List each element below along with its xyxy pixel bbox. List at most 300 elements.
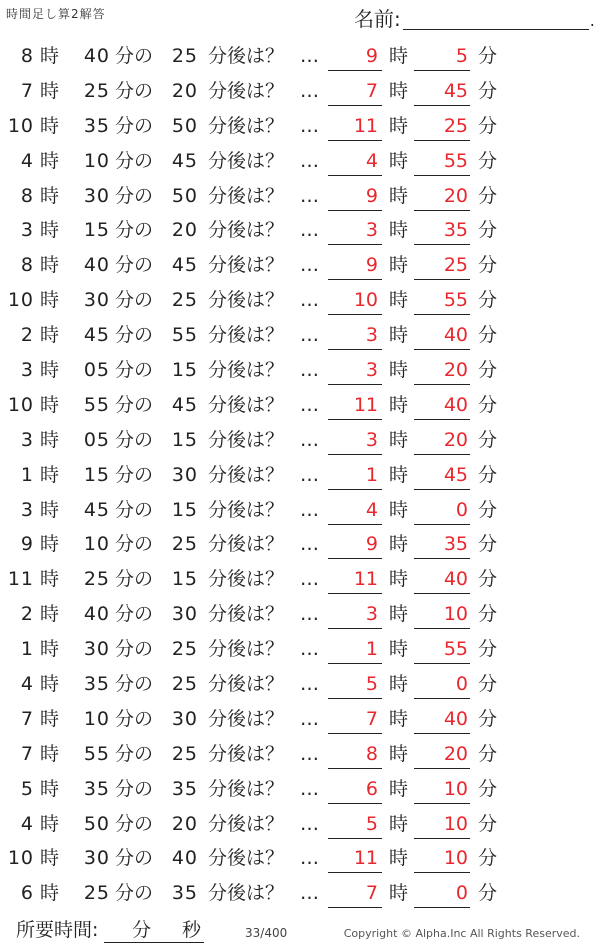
hour-unit: 時: [40, 707, 60, 730]
start-minute: 40: [83, 254, 110, 277]
answer-hour[interactable]: 7: [328, 882, 382, 908]
minutes-after-label: 分後は？: [208, 359, 285, 382]
sheet-title: 時間足し算2解答: [6, 7, 106, 21]
ellipsis: …: [300, 707, 319, 730]
answer-minute-unit: 分: [478, 882, 498, 905]
added-minutes: 20: [171, 79, 198, 102]
answer-hour-unit: 時: [389, 498, 409, 521]
answer-minute-unit: 分: [478, 219, 498, 242]
answer-minute-unit: 分: [478, 289, 498, 312]
answer-hour[interactable]: 11: [328, 847, 382, 873]
problem-row: [0, 632, 600, 667]
added-minutes: 25: [171, 289, 198, 312]
start-hour: 10: [7, 289, 34, 312]
answer-minute[interactable]: 45: [414, 464, 470, 490]
hour-unit: 時: [40, 812, 60, 835]
minute-of-unit: 分の: [115, 254, 154, 277]
answer-hour[interactable]: 4: [328, 150, 382, 176]
answer-hour[interactable]: 3: [328, 359, 382, 385]
hour-unit: 時: [40, 673, 60, 696]
hour-unit: 時: [40, 45, 60, 67]
answer-hour-unit: 時: [389, 184, 409, 207]
start-minute: 35: [83, 114, 110, 137]
hour-unit: 時: [40, 393, 60, 416]
answer-hour[interactable]: 3: [328, 219, 382, 245]
hour-unit: 時: [40, 114, 60, 137]
hour-unit: 時: [40, 882, 60, 905]
answer-hour[interactable]: 9: [328, 45, 382, 71]
answer-minute-unit: 分: [478, 463, 498, 486]
copyright: Copyright © Alpha.Inc All Rights Reserved.: [343, 927, 580, 940]
answer-hour-unit: 時: [389, 847, 409, 870]
minutes-after-label: 分後は？: [208, 777, 285, 800]
answer-hour[interactable]: 11: [328, 115, 382, 141]
answer-hour[interactable]: 3: [328, 603, 382, 629]
ellipsis: …: [300, 882, 319, 905]
minute-of-unit: 分の: [115, 184, 154, 207]
hour-unit: 時: [40, 184, 60, 207]
minutes-after-label: 分後は？: [208, 603, 285, 626]
ellipsis: …: [300, 45, 319, 67]
minute-of-unit: 分の: [115, 45, 154, 67]
problem-row: [0, 423, 600, 458]
added-minutes: 45: [171, 393, 198, 416]
problem-row: [0, 562, 600, 597]
answer-hour[interactable]: 7: [328, 80, 382, 106]
ellipsis: …: [300, 847, 319, 870]
ellipsis: …: [300, 463, 319, 486]
problem-row: [0, 388, 600, 423]
problem-row: [0, 248, 600, 283]
answer-minute-unit: 分: [478, 393, 498, 416]
start-minute: 35: [83, 777, 110, 800]
start-hour: 7: [20, 707, 34, 730]
added-minutes: 15: [171, 359, 198, 382]
start-minute: 55: [83, 742, 110, 765]
problem-row: [0, 283, 600, 318]
minute-of-unit: 分の: [115, 777, 154, 800]
start-hour: 4: [20, 673, 34, 696]
added-minutes: 20: [171, 219, 198, 242]
minutes-after-label: 分後は？: [208, 114, 285, 137]
minute-of-unit: 分の: [115, 673, 154, 696]
start-minute: 10: [83, 707, 110, 730]
minute-of-unit: 分の: [115, 533, 154, 556]
added-minutes: 45: [171, 149, 198, 172]
answer-hour[interactable]: 3: [328, 324, 382, 350]
problem-row: [0, 353, 600, 388]
required-second-label: 秒: [182, 919, 202, 941]
answer-minute[interactable]: 10: [414, 778, 470, 804]
start-hour: 2: [20, 603, 34, 626]
ellipsis: …: [300, 428, 319, 451]
start-minute: 35: [83, 673, 110, 696]
answer-minute[interactable]: 0: [414, 499, 470, 525]
minutes-after-label: 分後は？: [208, 254, 285, 277]
problem-row: [0, 39, 600, 74]
added-minutes: 25: [171, 638, 198, 661]
answer-hour-unit: 時: [389, 428, 409, 451]
required-minute-label: 分: [132, 919, 152, 941]
minutes-after-label: 分後は？: [208, 498, 285, 521]
hour-unit: 時: [40, 603, 60, 626]
answer-hour-unit: 時: [389, 882, 409, 905]
answer-hour-unit: 時: [389, 742, 409, 765]
start-minute: 40: [83, 45, 110, 67]
problem-row: [0, 213, 600, 248]
answer-hour[interactable]: 11: [328, 394, 382, 420]
minute-of-unit: 分の: [115, 707, 154, 730]
added-minutes: 45: [171, 254, 198, 277]
problem-row: [0, 318, 600, 353]
answer-minute[interactable]: 20: [414, 185, 470, 211]
problem-row: [0, 702, 600, 737]
start-hour: 9: [20, 533, 34, 556]
start-minute: 40: [83, 603, 110, 626]
answer-minute[interactable]: 10: [414, 813, 470, 839]
answer-minute-unit: 分: [478, 777, 498, 800]
minutes-after-label: 分後は？: [208, 324, 285, 347]
problem-row: [0, 737, 600, 772]
answer-hour[interactable]: 10: [328, 289, 382, 315]
answer-hour[interactable]: 9: [328, 254, 382, 280]
ellipsis: …: [300, 219, 319, 242]
answer-minute[interactable]: 55: [414, 638, 470, 664]
minutes-after-label: 分後は？: [208, 673, 285, 696]
start-hour: 10: [7, 114, 34, 137]
hour-unit: 時: [40, 638, 60, 661]
minute-of-unit: 分の: [115, 393, 154, 416]
start-hour: 8: [20, 254, 34, 277]
start-minute: 50: [83, 812, 110, 835]
start-minute: 05: [83, 359, 110, 382]
answer-minute[interactable]: 55: [414, 289, 470, 315]
hour-unit: 時: [40, 847, 60, 870]
start-hour: 3: [20, 428, 34, 451]
start-hour: 3: [20, 498, 34, 521]
required-time-label: 所要時間:: [16, 919, 99, 941]
answer-minute-unit: 分: [478, 114, 498, 137]
start-minute: 25: [83, 568, 110, 591]
start-minute: 25: [83, 79, 110, 102]
answer-hour-unit: 時: [389, 638, 409, 661]
answer-minute[interactable]: 20: [414, 359, 470, 385]
ellipsis: …: [300, 324, 319, 347]
answer-hour[interactable]: 5: [328, 813, 382, 839]
answer-minute-unit: 分: [478, 812, 498, 835]
answer-minute[interactable]: 35: [414, 219, 470, 245]
answer-minute[interactable]: 40: [414, 568, 470, 594]
start-hour: 5: [20, 777, 34, 800]
minute-of-unit: 分の: [115, 638, 154, 661]
minutes-after-label: 分後は？: [208, 568, 285, 591]
start-hour: 3: [20, 219, 34, 242]
minutes-after-label: 分後は？: [208, 812, 285, 835]
ellipsis: …: [300, 603, 319, 626]
hour-unit: 時: [40, 428, 60, 451]
minutes-after-label: 分後は？: [208, 45, 285, 67]
answer-hour-unit: 時: [389, 603, 409, 626]
minute-of-unit: 分の: [115, 114, 154, 137]
minutes-after-label: 分後は？: [208, 882, 285, 905]
answer-hour-unit: 時: [389, 149, 409, 172]
minute-of-unit: 分の: [115, 498, 154, 521]
answer-hour-unit: 時: [389, 568, 409, 591]
answer-hour-unit: 時: [389, 254, 409, 277]
answer-minute-unit: 分: [478, 707, 498, 730]
problem-row: [0, 807, 600, 842]
answer-hour-unit: 時: [389, 219, 409, 242]
start-minute: 55: [83, 393, 110, 416]
answer-minute-unit: 分: [478, 603, 498, 626]
answer-minute[interactable]: 35: [414, 533, 470, 559]
added-minutes: 30: [171, 603, 198, 626]
added-minutes: 15: [171, 498, 198, 521]
footer: [0, 918, 600, 948]
answer-minute[interactable]: 0: [414, 673, 470, 699]
hour-unit: 時: [40, 568, 60, 591]
minutes-after-label: 分後は？: [208, 742, 285, 765]
ellipsis: …: [300, 673, 319, 696]
problem-row: [0, 527, 600, 562]
answer-hour[interactable]: 9: [328, 185, 382, 211]
answer-hour[interactable]: 1: [328, 638, 382, 664]
answer-minute[interactable]: 40: [414, 708, 470, 734]
added-minutes: 25: [171, 742, 198, 765]
answer-hour-unit: 時: [389, 533, 409, 556]
ellipsis: …: [300, 254, 319, 277]
answer-hour[interactable]: 11: [328, 568, 382, 594]
answer-minute[interactable]: 10: [414, 847, 470, 873]
start-hour: 8: [20, 45, 34, 67]
answer-hour[interactable]: 5: [328, 673, 382, 699]
answer-minute-unit: 分: [478, 742, 498, 765]
hour-unit: 時: [40, 463, 60, 486]
answer-minute[interactable]: 55: [414, 150, 470, 176]
start-hour: 1: [20, 463, 34, 486]
minute-of-unit: 分の: [115, 463, 154, 486]
answer-hour-unit: 時: [389, 463, 409, 486]
start-minute: 05: [83, 428, 110, 451]
answer-minute-unit: 分: [478, 498, 498, 521]
minutes-after-label: 分後は？: [208, 638, 285, 661]
ellipsis: …: [300, 533, 319, 556]
ellipsis: …: [300, 184, 319, 207]
page-number: 33/400: [245, 926, 288, 940]
hour-unit: 時: [40, 289, 60, 312]
problem-row: [0, 144, 600, 179]
answer-minute[interactable]: 0: [414, 882, 470, 908]
ellipsis: …: [300, 114, 319, 137]
problem-row: [0, 458, 600, 493]
answer-minute-unit: 分: [478, 359, 498, 382]
name-label: 名前:: [354, 7, 401, 31]
answer-hour-unit: 時: [389, 289, 409, 312]
answer-hour[interactable]: 3: [328, 429, 382, 455]
minutes-after-label: 分後は？: [208, 707, 285, 730]
answer-minute-unit: 分: [478, 184, 498, 207]
answer-minute[interactable]: 10: [414, 603, 470, 629]
answer-hour[interactable]: 4: [328, 499, 382, 525]
added-minutes: 55: [171, 324, 198, 347]
answer-minute-unit: 分: [478, 45, 498, 67]
answer-minute-unit: 分: [478, 254, 498, 277]
start-minute: 45: [83, 498, 110, 521]
problem-row: [0, 74, 600, 109]
hour-unit: 時: [40, 79, 60, 102]
added-minutes: 50: [171, 184, 198, 207]
minutes-after-label: 分後は？: [208, 533, 285, 556]
start-minute: 30: [83, 289, 110, 312]
start-hour: 10: [7, 393, 34, 416]
minute-of-unit: 分の: [115, 359, 154, 382]
minute-of-unit: 分の: [115, 289, 154, 312]
answer-minute[interactable]: 40: [414, 394, 470, 420]
ellipsis: …: [300, 638, 319, 661]
minutes-after-label: 分後は？: [208, 219, 285, 242]
minute-of-unit: 分の: [115, 812, 154, 835]
added-minutes: 30: [171, 707, 198, 730]
start-hour: 3: [20, 359, 34, 382]
added-minutes: 25: [171, 533, 198, 556]
minute-of-unit: 分の: [115, 79, 154, 102]
start-hour: 8: [20, 184, 34, 207]
answer-minute-unit: 分: [478, 673, 498, 696]
ellipsis: …: [300, 777, 319, 800]
hour-unit: 時: [40, 219, 60, 242]
answer-minute-unit: 分: [478, 533, 498, 556]
added-minutes: 35: [171, 882, 198, 905]
answer-minute[interactable]: 20: [414, 429, 470, 455]
ellipsis: …: [300, 393, 319, 416]
name-field-line[interactable]: [403, 9, 589, 30]
start-minute: 45: [83, 324, 110, 347]
answer-hour-unit: 時: [389, 45, 409, 67]
answer-minute-unit: 分: [478, 638, 498, 661]
start-minute: 10: [83, 533, 110, 556]
added-minutes: 40: [171, 847, 198, 870]
problem-row: [0, 667, 600, 702]
answer-minute-unit: 分: [478, 324, 498, 347]
answer-minute[interactable]: 45: [414, 80, 470, 106]
start-hour: 10: [7, 847, 34, 870]
answer-hour-unit: 時: [389, 707, 409, 730]
answer-hour[interactable]: 8: [328, 743, 382, 769]
ellipsis: …: [300, 149, 319, 172]
minutes-after-label: 分後は？: [208, 149, 285, 172]
problem-row: [0, 597, 600, 632]
answer-minute-unit: 分: [478, 428, 498, 451]
added-minutes: 50: [171, 114, 198, 137]
name-block: [354, 6, 595, 30]
answer-hour[interactable]: 9: [328, 533, 382, 559]
added-minutes: 25: [171, 673, 198, 696]
hour-unit: 時: [40, 359, 60, 382]
start-hour: 1: [20, 638, 34, 661]
ellipsis: …: [300, 742, 319, 765]
answer-hour[interactable]: 1: [328, 464, 382, 490]
hour-unit: 時: [40, 324, 60, 347]
minutes-after-label: 分後は？: [208, 289, 285, 312]
minute-of-unit: 分の: [115, 742, 154, 765]
answer-hour-unit: 時: [389, 324, 409, 347]
start-hour: 11: [7, 568, 34, 591]
answer-hour-unit: 時: [389, 777, 409, 800]
minute-of-unit: 分の: [115, 847, 154, 870]
ellipsis: …: [300, 289, 319, 312]
start-minute: 30: [83, 638, 110, 661]
minutes-after-label: 分後は？: [208, 847, 285, 870]
ellipsis: …: [300, 359, 319, 382]
start-minute: 30: [83, 847, 110, 870]
answer-minute[interactable]: 25: [414, 115, 470, 141]
answer-hour-unit: 時: [389, 812, 409, 835]
minute-of-unit: 分の: [115, 324, 154, 347]
answer-minute-unit: 分: [478, 847, 498, 870]
answer-hour[interactable]: 6: [328, 778, 382, 804]
hour-unit: 時: [40, 149, 60, 172]
minute-of-unit: 分の: [115, 149, 154, 172]
minute-of-unit: 分の: [115, 568, 154, 591]
start-hour: 7: [20, 742, 34, 765]
minute-of-unit: 分の: [115, 428, 154, 451]
answer-minute-unit: 分: [478, 568, 498, 591]
answer-hour-unit: 時: [389, 673, 409, 696]
problem-row: [0, 876, 600, 911]
answer-minute-unit: 分: [478, 79, 498, 102]
problem-list: [0, 39, 600, 911]
answer-minute[interactable]: 25: [414, 254, 470, 280]
problem-row: [0, 772, 600, 807]
problem-row: [0, 841, 600, 876]
added-minutes: 30: [171, 463, 198, 486]
problem-row: [0, 179, 600, 214]
answer-hour-unit: 時: [389, 114, 409, 137]
added-minutes: 25: [171, 45, 198, 67]
hour-unit: 時: [40, 498, 60, 521]
added-minutes: 15: [171, 428, 198, 451]
added-minutes: 35: [171, 777, 198, 800]
hour-unit: 時: [40, 777, 60, 800]
answer-minute[interactable]: 20: [414, 743, 470, 769]
start-hour: 7: [20, 79, 34, 102]
ellipsis: …: [300, 79, 319, 102]
problem-row: [0, 109, 600, 144]
minutes-after-label: 分後は？: [208, 463, 285, 486]
start-minute: 30: [83, 184, 110, 207]
start-hour: 2: [20, 324, 34, 347]
hour-unit: 時: [40, 742, 60, 765]
start-hour: 4: [20, 812, 34, 835]
minute-of-unit: 分の: [115, 882, 154, 905]
start-minute: 15: [83, 219, 110, 242]
problem-row: [0, 493, 600, 528]
answer-hour[interactable]: 7: [328, 708, 382, 734]
minute-of-unit: 分の: [115, 603, 154, 626]
start-hour: 4: [20, 149, 34, 172]
answer-minute[interactable]: 5: [414, 45, 470, 71]
minutes-after-label: 分後は？: [208, 79, 285, 102]
start-minute: 10: [83, 149, 110, 172]
answer-minute[interactable]: 40: [414, 324, 470, 350]
ellipsis: …: [300, 498, 319, 521]
start-hour: 6: [20, 882, 34, 905]
start-minute: 15: [83, 463, 110, 486]
minutes-after-label: 分後は？: [208, 428, 285, 451]
added-minutes: 20: [171, 812, 198, 835]
added-minutes: 15: [171, 568, 198, 591]
hour-unit: 時: [40, 254, 60, 277]
